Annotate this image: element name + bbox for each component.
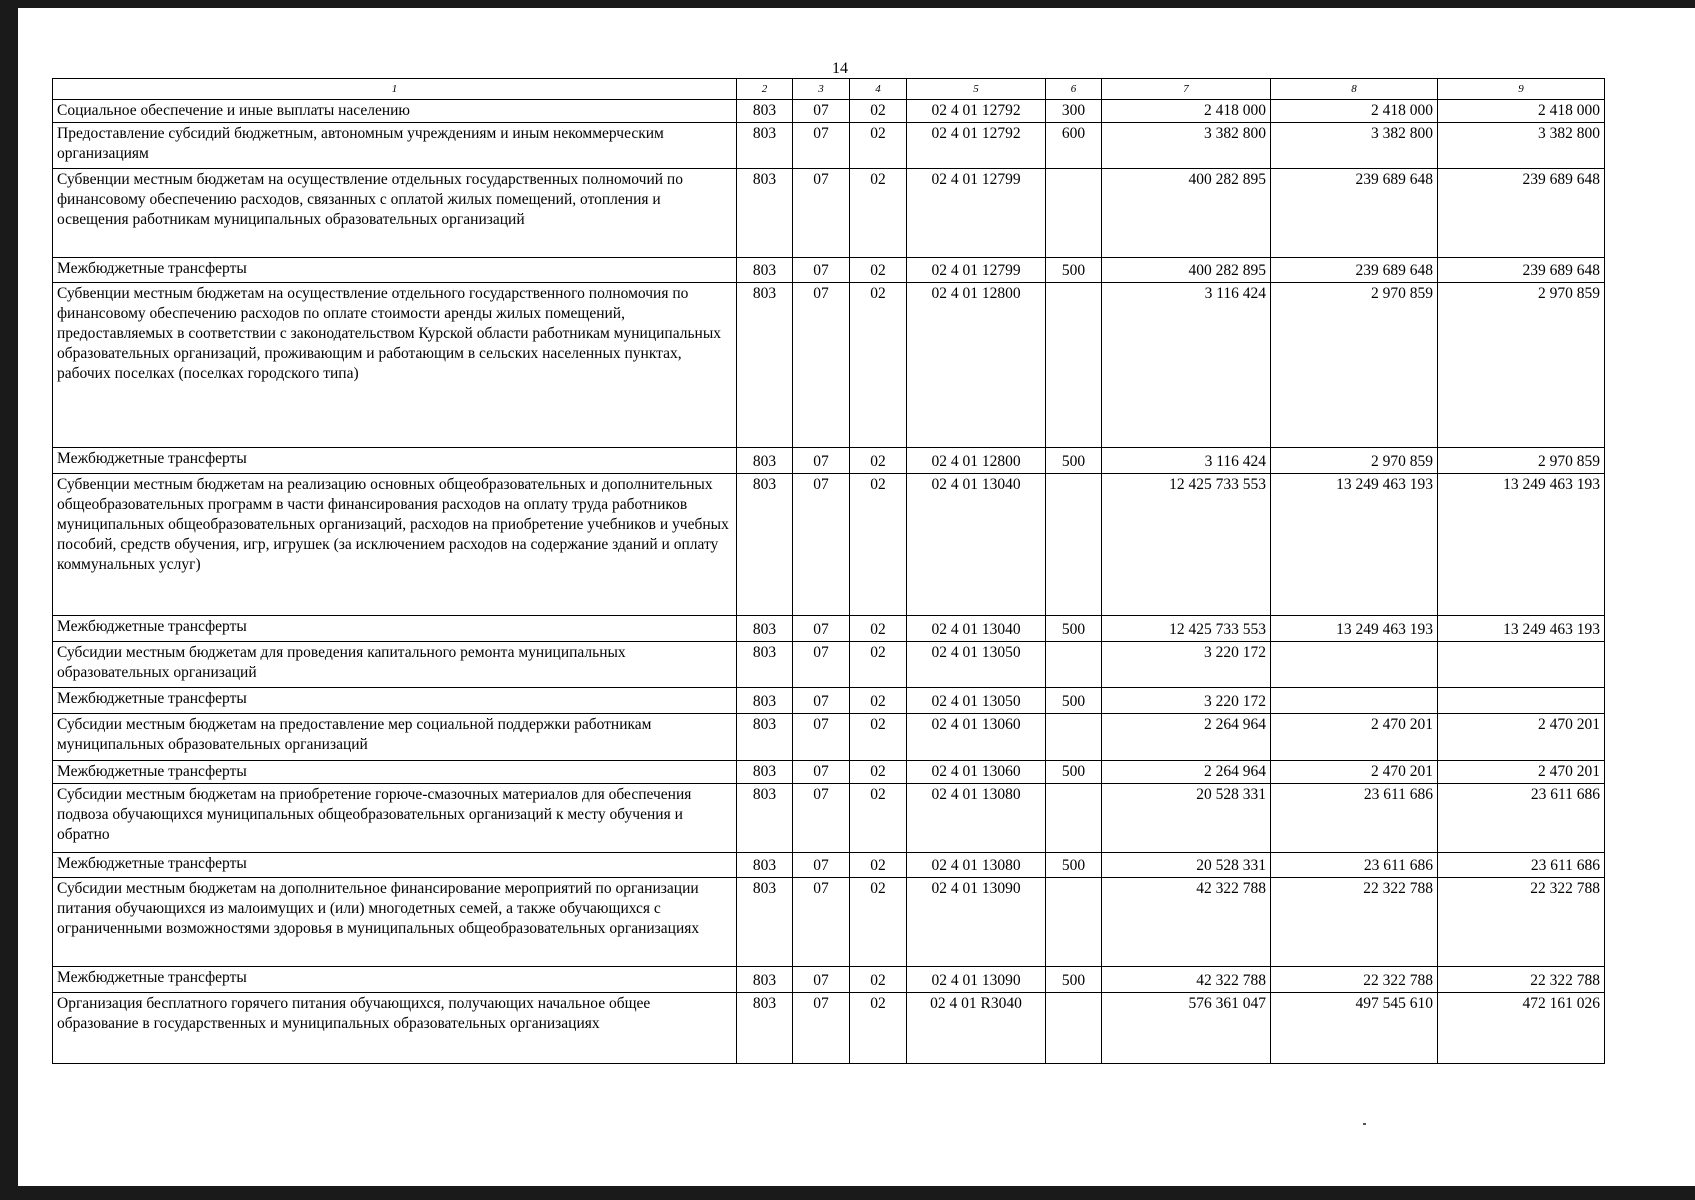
table-row	[53, 714, 1605, 761]
target-article-code: 02 4 01 13090	[907, 967, 1046, 993]
scan-speck	[1363, 1123, 1366, 1125]
subsection-code: 02	[850, 474, 907, 616]
column-number: 5	[907, 79, 1046, 100]
section-code: 07	[793, 967, 850, 993]
section-code: 07	[793, 642, 850, 688]
section-code: 07	[793, 169, 850, 258]
table-row	[53, 993, 1605, 1064]
amount-col8: 239 689 648	[1271, 169, 1438, 258]
expense-name: Межбюджетные трансферты	[53, 853, 737, 878]
table-row	[53, 853, 1605, 878]
expense-name: Межбюджетные трансферты	[53, 967, 737, 993]
table-row	[53, 784, 1605, 853]
amount-col7: 42 322 788	[1102, 878, 1271, 967]
subsection-code: 02	[850, 283, 907, 448]
subsection-code: 02	[850, 688, 907, 714]
amount-col7: 2 264 964	[1102, 761, 1271, 784]
amount-col9: 22 322 788	[1438, 967, 1605, 993]
amount-col7: 3 116 424	[1102, 448, 1271, 474]
target-article-code: 02 4 01 13050	[907, 642, 1046, 688]
amount-col7: 3 220 172	[1102, 688, 1271, 714]
section-code: 07	[793, 878, 850, 967]
expense-type-code: 500	[1046, 448, 1102, 474]
amount-col8	[1271, 642, 1438, 688]
subsection-code: 02	[850, 123, 907, 169]
amount-col9	[1438, 642, 1605, 688]
amount-col8: 3 382 800	[1271, 123, 1438, 169]
subsection-code: 02	[850, 967, 907, 993]
expense-name: Социальное обеспечение и иные выплаты населению	[53, 100, 737, 123]
amount-col9: 472 161 026	[1438, 993, 1605, 1064]
column-number: 8	[1271, 79, 1438, 100]
expense-type-code: 600	[1046, 123, 1102, 169]
amount-col8: 2 970 859	[1271, 448, 1438, 474]
amount-col7: 3 382 800	[1102, 123, 1271, 169]
table-row	[53, 642, 1605, 688]
table-row	[53, 967, 1605, 993]
subsection-code: 02	[850, 761, 907, 784]
target-article-code: 02 4 01 13050	[907, 688, 1046, 714]
expense-type-code	[1046, 784, 1102, 853]
table-row	[53, 169, 1605, 258]
expense-name: Межбюджетные трансферты	[53, 258, 737, 283]
scan-border-bottom	[0, 1186, 1695, 1200]
expense-name: Межбюджетные трансферты	[53, 761, 737, 784]
grbs-code: 803	[737, 448, 793, 474]
grbs-code: 803	[737, 169, 793, 258]
grbs-code: 803	[737, 784, 793, 853]
expense-type-code	[1046, 714, 1102, 761]
grbs-code: 803	[737, 967, 793, 993]
target-article-code: 02 4 01 13040	[907, 616, 1046, 642]
expense-type-code: 500	[1046, 258, 1102, 283]
section-code: 07	[793, 474, 850, 616]
target-article-code: 02 4 01 13080	[907, 853, 1046, 878]
amount-col7: 20 528 331	[1102, 853, 1271, 878]
amount-col7: 400 282 895	[1102, 169, 1271, 258]
target-article-code: 02 4 01 12800	[907, 283, 1046, 448]
amount-col8: 23 611 686	[1271, 784, 1438, 853]
amount-col7: 576 361 047	[1102, 993, 1271, 1064]
expense-name: Субсидии местным бюджетам на дополнительное финансирование мероприятий по организации питания обучающихся из малоимущих и (или) многодетных семей, а также обучающихся с ограниченными возможностями здоровья в муниципальных общеобразовательных организациях	[53, 878, 737, 967]
section-code: 07	[793, 993, 850, 1064]
expense-type-code: 500	[1046, 853, 1102, 878]
amount-col7: 3 220 172	[1102, 642, 1271, 688]
target-article-code: 02 4 01 12792	[907, 123, 1046, 169]
expense-name: Межбюджетные трансферты	[53, 448, 737, 474]
amount-col7: 400 282 895	[1102, 258, 1271, 283]
section-code: 07	[793, 283, 850, 448]
column-number: 2	[737, 79, 793, 100]
table-row	[53, 123, 1605, 169]
expense-name: Субвенции местным бюджетам на осуществление отдельных государственных полномочий по финансовому обеспечению расходов, связанных с оплатой жилых помещений, отопления и освещения работникам муниципальных образовательных организаций	[53, 169, 737, 258]
amount-col8: 2 470 201	[1271, 714, 1438, 761]
amount-col9	[1438, 688, 1605, 714]
amount-col9: 2 470 201	[1438, 714, 1605, 761]
section-code: 07	[793, 853, 850, 878]
subsection-code: 02	[850, 784, 907, 853]
target-article-code: 02 4 01 12800	[907, 448, 1046, 474]
grbs-code: 803	[737, 100, 793, 123]
section-code: 07	[793, 761, 850, 784]
scan-border-left	[0, 0, 18, 1200]
grbs-code: 803	[737, 853, 793, 878]
expense-type-code	[1046, 878, 1102, 967]
expense-name: Межбюджетные трансферты	[53, 688, 737, 714]
section-code: 07	[793, 616, 850, 642]
subsection-code: 02	[850, 878, 907, 967]
amount-col7: 12 425 733 553	[1102, 616, 1271, 642]
amount-col9: 2 418 000	[1438, 100, 1605, 123]
expense-type-code	[1046, 169, 1102, 258]
amount-col9: 2 470 201	[1438, 761, 1605, 784]
amount-col8: 2 970 859	[1271, 283, 1438, 448]
expense-name: Субсидии местным бюджетам для проведения капитального ремонта муниципальных образовательных организаций	[53, 642, 737, 688]
amount-col7: 42 322 788	[1102, 967, 1271, 993]
amount-col7: 2 418 000	[1102, 100, 1271, 123]
amount-col9: 2 970 859	[1438, 283, 1605, 448]
amount-col8: 497 545 610	[1271, 993, 1438, 1064]
expense-name: Субвенции местным бюджетам на реализацию основных общеобразовательных и дополнительных общеобразовательных программ в части финансирования расходов на оплату труда работников муниципальных общеобразовательных организаций, расходов на приобретение учебников и учебных пособий, средств обучения, игр, игрушек (за исключением расходов на содержание зданий и оплату коммунальных услуг)	[53, 474, 737, 616]
grbs-code: 803	[737, 761, 793, 784]
table-row	[53, 688, 1605, 714]
expense-name: Организация бесплатного горячего питания обучающихся, получающих начальное общее образование в государственных и муниципальных образовательных организациях	[53, 993, 737, 1064]
budget-table	[52, 78, 1605, 1064]
subsection-code: 02	[850, 853, 907, 878]
table-row	[53, 474, 1605, 616]
subsection-code: 02	[850, 448, 907, 474]
grbs-code: 803	[737, 714, 793, 761]
amount-col8: 239 689 648	[1271, 258, 1438, 283]
amount-col8: 13 249 463 193	[1271, 474, 1438, 616]
amount-col9: 239 689 648	[1438, 258, 1605, 283]
section-code: 07	[793, 714, 850, 761]
amount-col7: 12 425 733 553	[1102, 474, 1271, 616]
amount-col9: 13 249 463 193	[1438, 474, 1605, 616]
expense-type-code	[1046, 283, 1102, 448]
target-article-code: 02 4 01 12799	[907, 169, 1046, 258]
grbs-code: 803	[737, 283, 793, 448]
subsection-code: 02	[850, 714, 907, 761]
grbs-code: 803	[737, 993, 793, 1064]
subsection-code: 02	[850, 616, 907, 642]
target-article-code: 02 4 01 R3040	[907, 993, 1046, 1064]
section-code: 07	[793, 258, 850, 283]
column-number: 6	[1046, 79, 1102, 100]
expense-type-code: 500	[1046, 761, 1102, 784]
amount-col9: 22 322 788	[1438, 878, 1605, 967]
grbs-code: 803	[737, 474, 793, 616]
section-code: 07	[793, 688, 850, 714]
amount-col8	[1271, 688, 1438, 714]
target-article-code: 02 4 01 13060	[907, 714, 1046, 761]
amount-col9: 239 689 648	[1438, 169, 1605, 258]
amount-col7: 3 116 424	[1102, 283, 1271, 448]
amount-col9: 2 970 859	[1438, 448, 1605, 474]
expense-type-code	[1046, 993, 1102, 1064]
target-article-code: 02 4 01 12799	[907, 258, 1046, 283]
column-number: 1	[53, 79, 737, 100]
target-article-code: 02 4 01 12792	[907, 100, 1046, 123]
table-row	[53, 761, 1605, 784]
subsection-code: 02	[850, 642, 907, 688]
grbs-code: 803	[737, 616, 793, 642]
amount-col8: 2 418 000	[1271, 100, 1438, 123]
expense-type-code: 300	[1046, 100, 1102, 123]
subsection-code: 02	[850, 169, 907, 258]
amount-col9: 13 249 463 193	[1438, 616, 1605, 642]
grbs-code: 803	[737, 123, 793, 169]
table-row	[53, 258, 1605, 283]
expense-name: Субсидии местным бюджетам на предоставление мер социальной поддержки работникам муниципальных образовательных организаций	[53, 714, 737, 761]
amount-col7: 2 264 964	[1102, 714, 1271, 761]
table-row	[53, 283, 1605, 448]
amount-col9: 23 611 686	[1438, 853, 1605, 878]
expense-name: Субсидии местным бюджетам на приобретение горюче-смазочных материалов для обеспечения подвоза обучающихся муниципальных общеобразовательных организаций к месту обучения и обратно	[53, 784, 737, 853]
amount-col8: 22 322 788	[1271, 878, 1438, 967]
column-number: 3	[793, 79, 850, 100]
grbs-code: 803	[737, 258, 793, 283]
page-number: 14	[832, 60, 848, 77]
amount-col8: 22 322 788	[1271, 967, 1438, 993]
amount-col7: 20 528 331	[1102, 784, 1271, 853]
table-row	[53, 100, 1605, 123]
expense-type-code: 500	[1046, 616, 1102, 642]
column-number: 7	[1102, 79, 1271, 100]
amount-col8: 13 249 463 193	[1271, 616, 1438, 642]
expense-name: Субвенции местным бюджетам на осуществление отдельного государственного полномочия по финансовому обеспечению расходов по оплате стоимости аренды жилых помещений, предоставляемых в соответствии с законодательством Курской области работникам муниципальных образовательных организаций, проживающим и работающим в сельских населенных пунктах, рабочих поселках (поселках городского типа)	[53, 283, 737, 448]
amount-col8: 23 611 686	[1271, 853, 1438, 878]
section-code: 07	[793, 100, 850, 123]
column-number: 9	[1438, 79, 1605, 100]
grbs-code: 803	[737, 688, 793, 714]
target-article-code: 02 4 01 13040	[907, 474, 1046, 616]
target-article-code: 02 4 01 13060	[907, 761, 1046, 784]
amount-col9: 23 611 686	[1438, 784, 1605, 853]
section-code: 07	[793, 448, 850, 474]
target-article-code: 02 4 01 13080	[907, 784, 1046, 853]
expense-type-code: 500	[1046, 688, 1102, 714]
section-code: 07	[793, 123, 850, 169]
scan-border-top	[0, 0, 1695, 8]
expense-name: Предоставление субсидий бюджетным, автономным учреждениям и иным некоммерческим организациям	[53, 123, 737, 169]
expense-type-code	[1046, 642, 1102, 688]
subsection-code: 02	[850, 258, 907, 283]
expense-type-code	[1046, 474, 1102, 616]
column-number: 4	[850, 79, 907, 100]
subsection-code: 02	[850, 100, 907, 123]
table-row	[53, 878, 1605, 967]
grbs-code: 803	[737, 878, 793, 967]
section-code: 07	[793, 784, 850, 853]
table-row	[53, 448, 1605, 474]
target-article-code: 02 4 01 13090	[907, 878, 1046, 967]
grbs-code: 803	[737, 642, 793, 688]
table-row	[53, 616, 1605, 642]
amount-col8: 2 470 201	[1271, 761, 1438, 784]
expense-type-code: 500	[1046, 967, 1102, 993]
amount-col9: 3 382 800	[1438, 123, 1605, 169]
column-number-row	[53, 79, 1605, 100]
expense-name: Межбюджетные трансферты	[53, 616, 737, 642]
subsection-code: 02	[850, 993, 907, 1064]
